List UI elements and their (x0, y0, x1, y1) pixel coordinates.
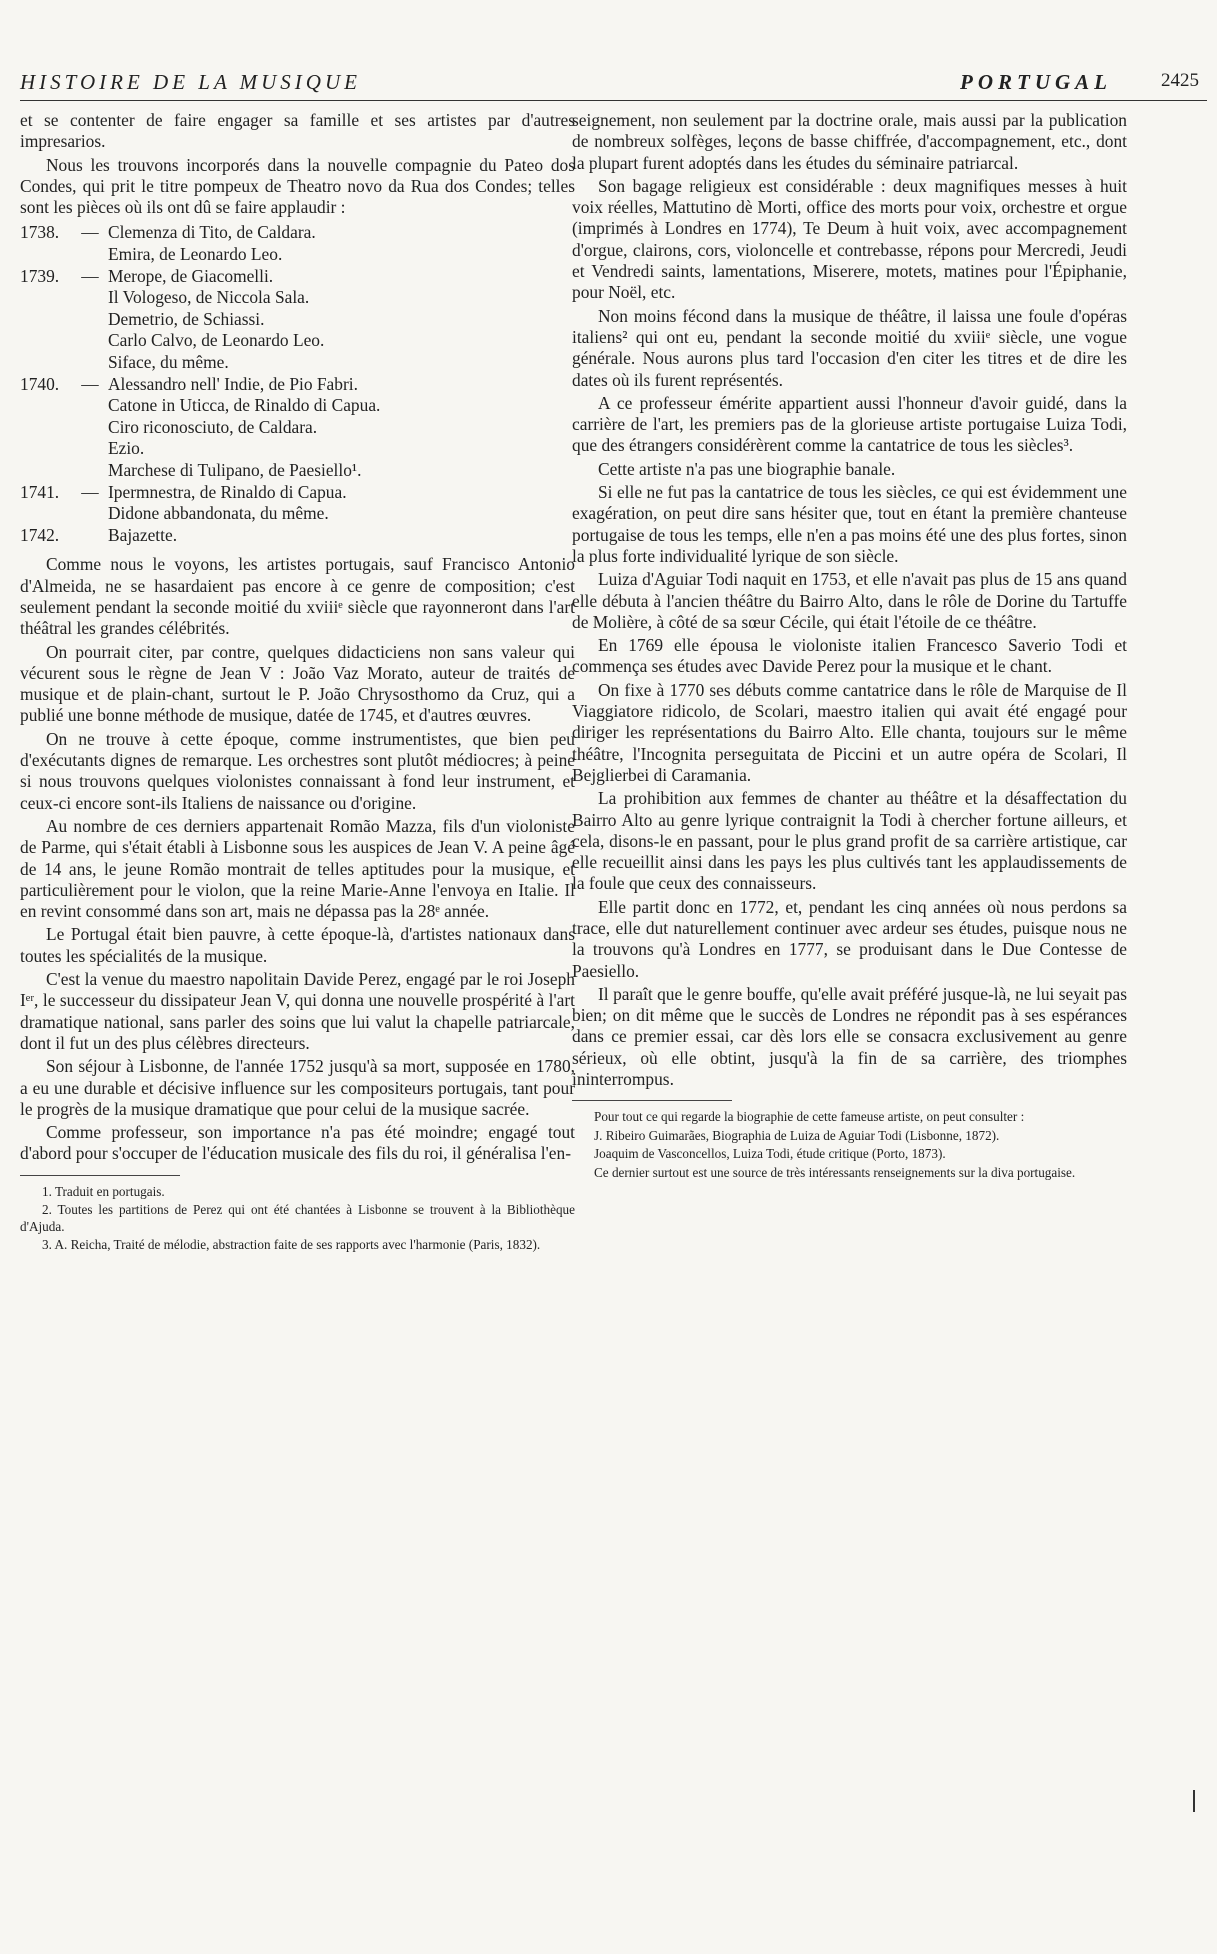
paragraph: Il paraît que le genre bouffe, qu'elle avait préféré jusque-là, ne lui seyait pas bien; on dit même que le succès de Londres ne répondit pas à ses espérances dans ce premier essai, car dès lors elle se consacra exclusivement au genre sérieux, où elle obtint, jusqu'à la fin de sa carrière, des triomphes ininterrompus. (572, 983, 1127, 1090)
paragraph: et se contenter de faire engager sa famille et ses artistes par d'autres impresarios. (20, 110, 575, 152)
chronology-year (20, 352, 72, 374)
chronology-year: 1739. (20, 265, 60, 286)
right-column (572, 110, 1127, 1183)
footnote: Joaquim de Vasconcellos, Luiza Todi, étude critique (Porto, 1873). (594, 1146, 946, 1162)
chronology-dash (72, 330, 108, 352)
chronology-work: Il Vologeso, de Niccola Sala. (108, 287, 310, 308)
chronology-work: Emira, de Leonardo Leo. (108, 244, 283, 265)
chronology-year (20, 438, 72, 460)
paragraph: On pourrait citer, par contre, quelques didacticiens non sans valeur qui vécurent sous le règne de Jean V : João Vaz Morato, auteur de traités de musique et de plain-chant, surtout le P. João Chrysosthomo da Cruz, qui a publié une bonne méthode de musique, datée de 1745, et d'autres œuvres. (20, 641, 575, 726)
paragraph: Non moins fécond dans la musique de théâtre, il laissa une foule d'opéras italiens² qui ont eu, pendant la seconde moitié du xviiiᵉ siècle, une vogue générale. Nous aurons plus tard l'occasion d'en citer les titres et de dire les dates où ils furent représentés. (572, 305, 1127, 390)
chronology-dash: — (81, 265, 99, 286)
chronology-year: 1741. (20, 481, 60, 502)
paragraph: Comme professeur, son importance n'a pas été moindre; engagé tout d'abord pour s'occuper de l'éducation musicale des fils du roi, il généralisa l'en- (20, 1122, 575, 1164)
chronology-dash: — (81, 373, 99, 394)
chronology-work: Ipermnestra, de Rinaldo di Capua. (108, 481, 347, 502)
chronology-entry (20, 309, 575, 331)
footnote-rule (20, 1175, 180, 1176)
chronology-entry (20, 244, 575, 266)
chronology-dash: — (81, 222, 99, 243)
chronology-work: Carlo Calvo, de Leonardo Leo. (108, 330, 325, 351)
paragraph: A ce professeur émérite appartient aussi l'honneur d'avoir guidé, dans la carrière de l'art, les premiers pas de la glorieuse artiste portugaise Luiza Todi, que des étrangers considérèrent comme la cantatrice de tous les siècles³. (572, 392, 1127, 456)
chronology-entry (20, 525, 575, 547)
paragraph: Au nombre de ces derniers appartenait Romão Mazza, fils d'un violoniste de Parme, qui s'était établi à Lisbonne sous les auspices de Jean V. A peine âgé de 14 ans, le jeune Romão montrait de telles aptitudes pour la musique, et particulièrement pour le violon, que la reine Marie-Anne l'envoya en Italie. Il en revint consommé dans son art, mais ne dépassa pas la 28ᵉ année. (20, 815, 575, 922)
paragraph: Luiza d'Aguiar Todi naquit en 1753, et elle n'avait pas plus de 15 ans quand elle débuta à l'ancien théâtre du Bairro Alto, dans le rôle de Dorine du Tartuffe de Molière, à côté de sa sœur Cécile, qui était l'étoile de ce théâtre. (572, 569, 1127, 632)
paragraph: Nous les trouvons incorporés dans la nouvelle compagnie du Pateo dos Condes, qui prit le titre pompeux de Theatro novo da Rua dos Condes; telles sont les pièces où ils ont dû se faire applaudir : (20, 154, 575, 218)
chronology-year: 1742. (20, 524, 60, 545)
chronology-work: Marchese di Tulipano, de Paesiello¹. (108, 460, 362, 481)
chronology-work: Demetrio, de Schiassi. (108, 308, 265, 329)
chronology-dash (72, 352, 108, 374)
chronology-year (20, 244, 72, 266)
chronology-work: Clemenza di Tito, de Caldara. (108, 222, 316, 243)
paragraph: En 1769 elle épousa le violoniste italien Francesco Saverio Todi et commença ses études avec Davide Perez pour la musique et le chant. (572, 635, 1127, 677)
chronology-work: Siface, du même. (108, 352, 229, 373)
chronology-year (20, 417, 72, 439)
paragraph: Son bagage religieux est considérable : deux magnifiques messes à huit voix réelles, Mattutino dè Morti, office des morts pour voix, orchestre et orgue (imprimés à Londres en 1774), Te Deum à huit voix, avec accompagnement d'orgue, clairons, cors, violoncelle et contrebasse, répons pour Mercredi, Jeudi et Vendredi saints, lamentations, Miserere, motets, matines pour l'Épiphanie, pour Noël, etc. (572, 175, 1127, 303)
chronology-dash (72, 503, 108, 525)
chronology-entry (20, 374, 575, 396)
chronology-dash (72, 525, 108, 547)
chronology-work: Merope, de Giacomelli. (108, 265, 274, 286)
running-header (20, 70, 1207, 101)
chronology-work: Bajazette. (108, 524, 178, 545)
chronology-entry (20, 503, 575, 525)
chronology-entry (20, 460, 575, 482)
chronology-dash (72, 287, 108, 309)
footnote-rule (572, 1100, 732, 1101)
chronology-entry (20, 266, 575, 288)
chronology-year (20, 309, 72, 331)
paragraph: Si elle ne fut pas la cantatrice de tous les siècles, ce qui est évidemment une exagération, on peut dire sans hésiter que, tout en étant la première chanteuse portugaise de tous les temps, elle n'en a pas moins été une des plus fortes, sinon la plus forte individualité lyrique de son siècle. (572, 482, 1127, 566)
paragraph: Comme nous le voyons, les artistes portugais, sauf Francisco Antonio d'Almeida, ne se hasardaient pas encore à ce genre de composition; c'est seulement pendant la seconde moitié du xviiiᵉ siècle que rayonneront dans l'art théâtral les grandes célébrités. (20, 554, 575, 639)
chronology-work: Alessandro nell' Indie, de Pio Fabri. (108, 373, 358, 394)
right-footnotes (572, 1109, 1127, 1181)
chronology-dash (72, 395, 108, 417)
footnote: J. Ribeiro Guimarães, Biographia de Luiza de Aguiar Todi (Lisbonne, 1872). (594, 1127, 1000, 1143)
footnote: Pour tout ce qui regarde la biographie de cette fameuse artiste, on peut consulter : (594, 1109, 1025, 1125)
chronology-work: Catone in Uticca, de Rinaldo di Capua. (108, 395, 381, 416)
chronology-dash (72, 438, 108, 460)
chronology-dash: — (81, 481, 99, 502)
chronology-entry (20, 417, 575, 439)
margin-mark (1193, 1790, 1195, 1812)
chronology-year (20, 460, 72, 482)
chronology-dash (72, 460, 108, 482)
chronology-entry (20, 352, 575, 374)
paragraph: Son séjour à Lisbonne, de l'année 1752 jusqu'à sa mort, supposée en 1780, a eu une durable et décisive influence sur les compositeurs portugais, tant pour le progrès de la musique dramatique que pour celui de la musique sacrée. (20, 1056, 575, 1119)
book-title: HISTOIRE DE LA MUSIQUE (20, 70, 361, 94)
chronology-entry (20, 395, 575, 417)
footnote: 3. A. Reicha, Traité de mélodie, abstraction faite de ses rapports avec l'harmonie (Paris, 1832). (42, 1237, 541, 1253)
paragraph: Le Portugal était bien pauvre, à cette époque-là, d'artistes nationaux dans toutes les spécialités de la musique. (20, 924, 575, 966)
footnote: 2. Toutes les partitions de Perez qui ont été chantées à Lisbonne se trouvent à la Bibliothèque d'Ajuda. (20, 1202, 575, 1234)
paragraph: On ne trouve à cette époque, comme instrumentistes, que bien peu d'exécutants dignes de remarque. Les orchestres sont plutôt médiocres; à peine si nous trouvons quelques violonistes connaissant à fond leur instrument, et ceux-ci encore sont-ils Italiens de naissance ou d'origine. (20, 728, 575, 813)
chronology-year (20, 287, 72, 309)
footnote: Ce dernier surtout est une source de très intéressants renseignements sur la diva portugaise. (594, 1164, 1076, 1180)
chronology-dash (72, 417, 108, 439)
chronology-year: 1740. (20, 373, 60, 394)
page-number: 2425 (1161, 70, 1199, 91)
chronology-dash (72, 244, 108, 266)
paragraph: Cette artiste n'a pas une biographie banale. (598, 458, 896, 479)
opera-chronology (20, 222, 575, 546)
chronology-work: Didone abbandonata, du même. (108, 503, 329, 524)
chronology-entry (20, 438, 575, 460)
paragraph: On fixe à 1770 ses débuts comme cantatrice dans le rôle de Marquise de Il Viaggiatore ridicolo, de Scolari, maestro italien qui avait été engagé pour diriger les représentations du Bairro Alto. Elle chanta, toujours sur le même théâtre, l'Incognita perseguitata de Piccini et un autre opéra de Scolari, Il Bejglierbei di Caramania. (572, 679, 1127, 785)
right-paragraphs (572, 110, 1127, 1090)
chronology-entry (20, 330, 575, 352)
paragraph: C'est la venue du maestro napolitain Davide Perez, engagé par le roi Joseph Iᵉʳ, le successeur du dissipateur Jean V, qui donna une nouvelle prospérité à l'art dramatique national, sans parler des soins que lui valut la chapelle patriarcale, dont il fut un des plus célèbres directeurs. (20, 969, 575, 1053)
paragraph: seignement, non seulement par la doctrine orale, mais aussi par la publication de nombreux solfèges, leçons de basse chiffrée, d'accompagnement, etc., dont la plupart furent adoptés dans les études du séminaire patriarcal. (572, 110, 1127, 173)
left-paragraphs (20, 554, 575, 1164)
paragraph: La prohibition aux femmes de chanter au théâtre et la désaffectation du Bairro Alto au genre lyrique contraignit la Todi à chercher fortune ailleurs, et cela, disons-le en passant, pour le plus grand profit de sa carrière artistique, car elle recueillit ainsi dans les pays les plus cultivés tant les applaudissements de la foule que ceux des connaisseurs. (572, 788, 1127, 894)
chronology-year: 1738. (20, 222, 60, 243)
chronology-dash (72, 309, 108, 331)
left-footnotes (20, 1184, 575, 1254)
footnote: 1. Traduit en portugais. (42, 1183, 165, 1199)
chronology-entry (20, 287, 575, 309)
chronology-work: Ciro riconosciuto, de Caldara. (108, 416, 318, 437)
chronology-year (20, 503, 72, 525)
paragraph: Elle partit donc en 1772, et, pendant les cinq années où nous perdons sa trace, elle dut naturellement continuer avec ardeur ses études, puisque nous ne la trouvons qu'à Londres en 1777, se produisant dans le Due Contesse de Paesiello. (572, 896, 1127, 981)
chronology-entry (20, 482, 575, 504)
chronology-entry (20, 222, 575, 244)
chronology-work: Ezio. (108, 438, 145, 459)
left-column (20, 110, 575, 1256)
section-title: PORTUGAL (960, 70, 1112, 94)
chronology-year (20, 395, 72, 417)
chronology-year (20, 330, 72, 352)
